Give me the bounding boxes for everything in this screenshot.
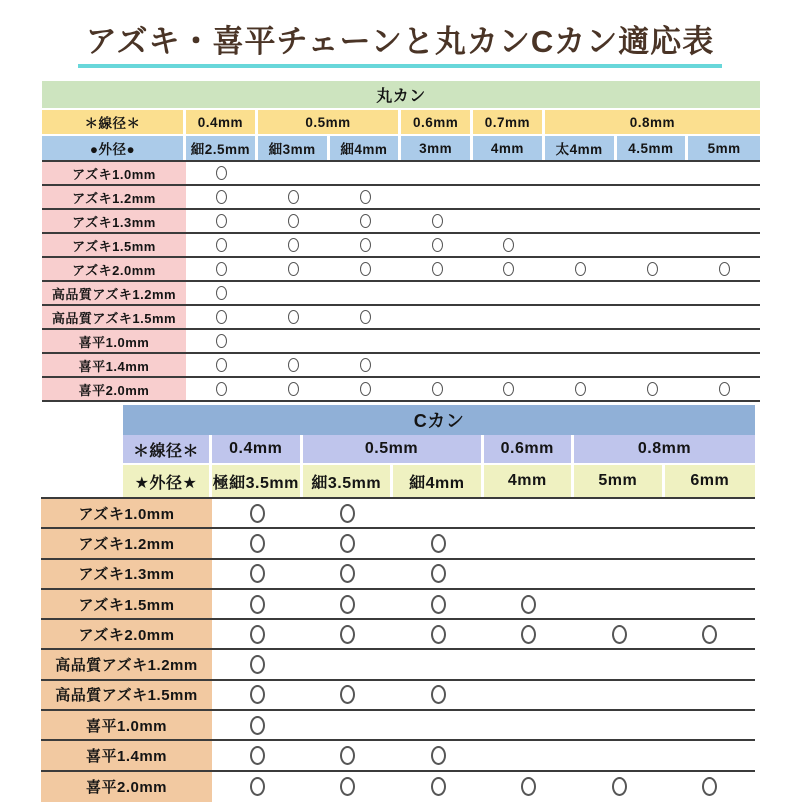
compat-cell: [545, 282, 617, 304]
compat-cell: [545, 378, 617, 400]
compatibility-circle-icon: [503, 382, 514, 396]
table-row: [41, 650, 755, 680]
compatibility-circle-icon: [216, 334, 227, 348]
compatibility-circle-icon: [216, 262, 227, 276]
row-label: アズキ2.0mm: [42, 258, 186, 280]
compatibility-circle-icon: [612, 625, 627, 644]
compatibility-circle-icon: [431, 564, 446, 583]
compat-cell: [303, 620, 394, 648]
compat-cell: [688, 162, 760, 184]
marukan-table: [42, 81, 760, 402]
outer-diameter-cell: 細2.5mm: [186, 136, 258, 160]
compat-cell: [330, 162, 402, 184]
wire-diameter-cell: 0.4mm: [212, 435, 303, 463]
compat-cell: [212, 590, 303, 618]
compatibility-circle-icon: [250, 777, 265, 796]
compat-cell: [393, 499, 484, 527]
wire-diameter-cell: 0.4mm: [186, 110, 258, 134]
compatibility-circle-icon: [216, 190, 227, 204]
compat-cell: [401, 210, 473, 232]
table-row: [41, 741, 755, 771]
compat-cell: [665, 772, 756, 802]
compat-cell: [330, 258, 402, 280]
compatibility-circle-icon: [340, 564, 355, 583]
compat-cell: [258, 234, 330, 256]
compat-cell: [303, 741, 394, 769]
compat-cell: [665, 560, 756, 588]
compat-cell: [617, 330, 689, 352]
outer-diameter-label: ●外径●: [42, 136, 186, 160]
compatibility-circle-icon: [288, 358, 299, 372]
table-body: [41, 497, 755, 802]
compat-cell: [330, 282, 402, 304]
table-row: [42, 210, 760, 234]
compat-cell: [617, 258, 689, 280]
compat-cell: [688, 186, 760, 208]
wire-diameter-cell: 0.7mm: [473, 110, 545, 134]
compat-cell: [484, 681, 575, 709]
compat-cell: [330, 330, 402, 352]
row-label: 喜平1.4mm: [41, 741, 212, 769]
compatibility-circle-icon: [340, 625, 355, 644]
compat-cell: [212, 529, 303, 557]
compat-cell: [665, 741, 756, 769]
row-label: アズキ1.2mm: [41, 529, 212, 557]
outer-diameter-cell: 細3mm: [258, 136, 330, 160]
table-title: 丸カン: [42, 81, 760, 108]
compat-cell: [688, 378, 760, 400]
outer-diameter-cell: 細4mm: [330, 136, 402, 160]
compat-cell: [688, 306, 760, 328]
compat-cell: [617, 210, 689, 232]
table-row: [42, 330, 760, 354]
compat-cell: [212, 711, 303, 739]
compat-cell: [393, 711, 484, 739]
compat-cell: [484, 560, 575, 588]
compat-cell: [393, 650, 484, 678]
compat-cell: [393, 529, 484, 557]
compatibility-circle-icon: [503, 238, 514, 252]
page-title-wrap: [0, 16, 800, 68]
row-label: アズキ1.5mm: [42, 234, 186, 256]
compat-cell: [393, 560, 484, 588]
compat-cell: [212, 772, 303, 802]
table-row: [42, 354, 760, 378]
compat-cell: [574, 590, 665, 618]
table-row: [42, 186, 760, 210]
compat-cell: [186, 282, 258, 304]
header-indent-spacer: [41, 435, 123, 463]
compat-cell: [688, 354, 760, 376]
header-indent-spacer: [41, 465, 123, 497]
compat-cell: [330, 186, 402, 208]
table-row: [42, 162, 760, 186]
page-title: アズキ・喜平チェーンと丸カンCカン適応表: [78, 16, 723, 68]
compat-cell: [484, 711, 575, 739]
compat-cell: [545, 210, 617, 232]
outer-diameter-cell: 5mm: [574, 465, 665, 497]
compatibility-circle-icon: [216, 286, 227, 300]
compatibility-circle-icon: [575, 262, 586, 276]
compatibility-circle-icon: [288, 214, 299, 228]
compat-cell: [473, 306, 545, 328]
compat-cell: [574, 560, 665, 588]
compat-cell: [186, 354, 258, 376]
compat-cell: [303, 711, 394, 739]
table-row: [41, 499, 755, 529]
row-label: 高品質アズキ1.2mm: [41, 650, 212, 678]
row-label: アズキ1.3mm: [42, 210, 186, 232]
compat-cell: [617, 354, 689, 376]
table-row: [42, 306, 760, 330]
table-body: [42, 160, 760, 402]
compat-cell: [665, 499, 756, 527]
compat-cell: [393, 590, 484, 618]
compat-cell: [258, 354, 330, 376]
row-label: 高品質アズキ1.5mm: [41, 681, 212, 709]
compatibility-circle-icon: [340, 777, 355, 796]
compatibility-circle-icon: [360, 358, 371, 372]
compatibility-circle-icon: [431, 777, 446, 796]
outer-diameter-row: [41, 465, 755, 497]
compatibility-circle-icon: [503, 262, 514, 276]
compat-cell: [212, 560, 303, 588]
table-row: [41, 681, 755, 711]
compatibility-circle-icon: [340, 685, 355, 704]
compat-cell: [484, 772, 575, 802]
wire-diameter-row: [42, 110, 760, 136]
compat-cell: [545, 162, 617, 184]
compat-cell: [393, 741, 484, 769]
compat-cell: [688, 282, 760, 304]
wire-diameter-cell: 0.6mm: [401, 110, 473, 134]
compat-cell: [401, 258, 473, 280]
compat-cell: [186, 306, 258, 328]
compat-cell: [212, 499, 303, 527]
compat-cell: [212, 650, 303, 678]
header-indent-spacer: [41, 405, 123, 435]
row-label: アズキ1.0mm: [42, 162, 186, 184]
compatibility-circle-icon: [431, 595, 446, 614]
outer-diameter-cell: 4.5mm: [617, 136, 689, 160]
row-label: 高品質アズキ1.2mm: [42, 282, 186, 304]
compat-cell: [545, 354, 617, 376]
compat-cell: [665, 620, 756, 648]
compat-cell: [473, 282, 545, 304]
compat-cell: [401, 306, 473, 328]
table-row: [42, 378, 760, 402]
wire-diameter-cell: 0.5mm: [258, 110, 402, 134]
compat-cell: [688, 330, 760, 352]
compat-cell: [401, 330, 473, 352]
compat-cell: [484, 529, 575, 557]
compatibility-circle-icon: [612, 777, 627, 796]
compatibility-circle-icon: [340, 746, 355, 765]
compatibility-circle-icon: [521, 595, 536, 614]
wire-diameter-cell: 0.5mm: [303, 435, 484, 463]
compatibility-circle-icon: [521, 777, 536, 796]
compat-cell: [617, 282, 689, 304]
compatibility-circle-icon: [719, 262, 730, 276]
compat-cell: [212, 620, 303, 648]
compat-cell: [484, 650, 575, 678]
row-label: アズキ2.0mm: [41, 620, 212, 648]
compat-cell: [574, 711, 665, 739]
row-label: アズキ1.5mm: [41, 590, 212, 618]
compat-cell: [484, 620, 575, 648]
compat-cell: [330, 210, 402, 232]
outer-diameter-cell: 細4mm: [393, 465, 484, 497]
compatibility-circle-icon: [216, 166, 227, 180]
compatibility-circle-icon: [340, 504, 355, 523]
outer-diameter-cell: 5mm: [688, 136, 760, 160]
row-label: 高品質アズキ1.5mm: [42, 306, 186, 328]
row-label: 喜平1.0mm: [42, 330, 186, 352]
compat-cell: [665, 681, 756, 709]
row-label: 喜平2.0mm: [41, 772, 212, 802]
table-row: [42, 282, 760, 306]
compat-cell: [303, 681, 394, 709]
compatibility-circle-icon: [250, 685, 265, 704]
wire-diameter-cell: 0.6mm: [484, 435, 575, 463]
compat-cell: [303, 499, 394, 527]
compat-cell: [473, 354, 545, 376]
compatibility-circle-icon: [432, 238, 443, 252]
outer-diameter-cell: 6mm: [665, 465, 756, 497]
compatibility-circle-icon: [250, 625, 265, 644]
compat-cell: [186, 378, 258, 400]
compat-cell: [574, 499, 665, 527]
compatibility-circle-icon: [216, 310, 227, 324]
table-row: [41, 772, 755, 802]
compat-cell: [186, 330, 258, 352]
table-title: Cカン: [123, 405, 755, 435]
compatibility-circle-icon: [250, 746, 265, 765]
compatibility-circle-icon: [216, 358, 227, 372]
compat-cell: [484, 590, 575, 618]
compat-cell: [401, 162, 473, 184]
compat-cell: [484, 499, 575, 527]
compat-cell: [617, 306, 689, 328]
compatibility-circle-icon: [432, 382, 443, 396]
compat-cell: [473, 162, 545, 184]
compat-cell: [574, 529, 665, 557]
compatibility-circle-icon: [431, 625, 446, 644]
compatibility-circle-icon: [288, 190, 299, 204]
compatibility-circle-icon: [360, 214, 371, 228]
row-label: アズキ1.3mm: [41, 560, 212, 588]
compatibility-circle-icon: [288, 382, 299, 396]
compat-cell: [303, 560, 394, 588]
row-label: 喜平1.4mm: [42, 354, 186, 376]
compat-cell: [303, 772, 394, 802]
compat-cell: [473, 210, 545, 232]
outer-diameter-cell: 細3.5mm: [303, 465, 394, 497]
compat-cell: [545, 306, 617, 328]
outer-diameter-cell: 4mm: [484, 465, 575, 497]
compatibility-circle-icon: [340, 595, 355, 614]
compat-cell: [617, 378, 689, 400]
compat-cell: [186, 234, 258, 256]
wire-diameter-row: [41, 435, 755, 465]
compat-cell: [665, 650, 756, 678]
table-row: [41, 620, 755, 650]
compat-cell: [258, 162, 330, 184]
row-label: 喜平1.0mm: [41, 711, 212, 739]
compat-cell: [330, 306, 402, 328]
compat-cell: [574, 681, 665, 709]
compat-cell: [212, 681, 303, 709]
compat-cell: [186, 162, 258, 184]
compatibility-circle-icon: [360, 262, 371, 276]
compat-cell: [617, 234, 689, 256]
compat-cell: [393, 772, 484, 802]
compat-cell: [688, 210, 760, 232]
compat-cell: [258, 210, 330, 232]
compat-cell: [574, 620, 665, 648]
table-row: [41, 711, 755, 741]
compat-cell: [258, 378, 330, 400]
compat-cell: [330, 378, 402, 400]
compat-cell: [393, 681, 484, 709]
compatibility-circle-icon: [250, 595, 265, 614]
compat-cell: [393, 620, 484, 648]
compat-cell: [401, 378, 473, 400]
outer-diameter-cell: 3mm: [401, 136, 473, 160]
compat-cell: [688, 234, 760, 256]
compatibility-circle-icon: [431, 746, 446, 765]
compatibility-circle-icon: [702, 625, 717, 644]
compat-cell: [303, 650, 394, 678]
compatibility-circle-icon: [250, 564, 265, 583]
compatibility-circle-icon: [431, 685, 446, 704]
compat-cell: [545, 330, 617, 352]
compat-cell: [258, 306, 330, 328]
compat-cell: [401, 186, 473, 208]
compatibility-circle-icon: [719, 382, 730, 396]
compatibility-circle-icon: [250, 534, 265, 553]
compat-cell: [574, 741, 665, 769]
compat-cell: [484, 741, 575, 769]
table-row: [41, 529, 755, 559]
compatibility-circle-icon: [340, 534, 355, 553]
table-row: [41, 560, 755, 590]
outer-diameter-label: ★外径★: [123, 465, 212, 497]
compat-cell: [665, 711, 756, 739]
compatibility-circle-icon: [432, 262, 443, 276]
outer-diameter-row: [42, 136, 760, 160]
compatibility-circle-icon: [432, 214, 443, 228]
wire-diameter-label: ＊線径＊: [123, 435, 212, 463]
compat-cell: [545, 234, 617, 256]
ckan-table: [41, 405, 755, 802]
compat-cell: [303, 529, 394, 557]
compatibility-circle-icon: [702, 777, 717, 796]
wire-diameter-cell: 0.8mm: [574, 435, 755, 463]
compatibility-circle-icon: [250, 655, 265, 674]
compat-cell: [401, 354, 473, 376]
outer-diameter-cell: 極細3.5mm: [212, 465, 303, 497]
compatibility-circle-icon: [360, 310, 371, 324]
table-row: [42, 234, 760, 258]
compat-cell: [186, 210, 258, 232]
compatibility-circle-icon: [216, 214, 227, 228]
table-row: [41, 590, 755, 620]
compat-cell: [473, 234, 545, 256]
compat-cell: [688, 258, 760, 280]
compatibility-circle-icon: [250, 504, 265, 523]
compatibility-circle-icon: [360, 238, 371, 252]
compatibility-circle-icon: [288, 238, 299, 252]
compat-cell: [473, 330, 545, 352]
outer-diameter-cell: 4mm: [473, 136, 545, 160]
compatibility-circle-icon: [250, 716, 265, 735]
table-header-row: [41, 405, 755, 435]
wire-diameter-label: ＊線径＊: [42, 110, 186, 134]
row-label: アズキ1.0mm: [41, 499, 212, 527]
compat-cell: [617, 162, 689, 184]
wire-diameter-cell: 0.8mm: [545, 110, 760, 134]
compatibility-circle-icon: [288, 310, 299, 324]
compat-cell: [574, 772, 665, 802]
compat-cell: [473, 258, 545, 280]
compatibility-circle-icon: [216, 238, 227, 252]
table-row: [42, 258, 760, 282]
table-header-row: [42, 81, 760, 110]
compat-cell: [574, 650, 665, 678]
compat-cell: [212, 741, 303, 769]
compat-cell: [258, 330, 330, 352]
compatibility-circle-icon: [216, 382, 227, 396]
row-label: アズキ1.2mm: [42, 186, 186, 208]
compatibility-circle-icon: [360, 190, 371, 204]
compat-cell: [545, 186, 617, 208]
compatibility-circle-icon: [647, 382, 658, 396]
compat-cell: [473, 186, 545, 208]
compat-cell: [665, 529, 756, 557]
compatibility-circle-icon: [575, 382, 586, 396]
compat-cell: [401, 282, 473, 304]
compatibility-circle-icon: [360, 382, 371, 396]
compat-cell: [330, 234, 402, 256]
compat-cell: [617, 186, 689, 208]
compat-cell: [186, 186, 258, 208]
compat-cell: [665, 590, 756, 618]
compat-cell: [258, 258, 330, 280]
compatibility-circle-icon: [288, 262, 299, 276]
compatibility-circle-icon: [521, 625, 536, 644]
compatibility-circle-icon: [647, 262, 658, 276]
compat-cell: [258, 186, 330, 208]
outer-diameter-cell: 太4mm: [545, 136, 617, 160]
row-label: 喜平2.0mm: [42, 378, 186, 400]
compat-cell: [401, 234, 473, 256]
compat-cell: [545, 258, 617, 280]
compat-cell: [303, 590, 394, 618]
compatibility-circle-icon: [431, 534, 446, 553]
compat-cell: [186, 258, 258, 280]
compat-cell: [330, 354, 402, 376]
compat-cell: [473, 378, 545, 400]
compat-cell: [258, 282, 330, 304]
